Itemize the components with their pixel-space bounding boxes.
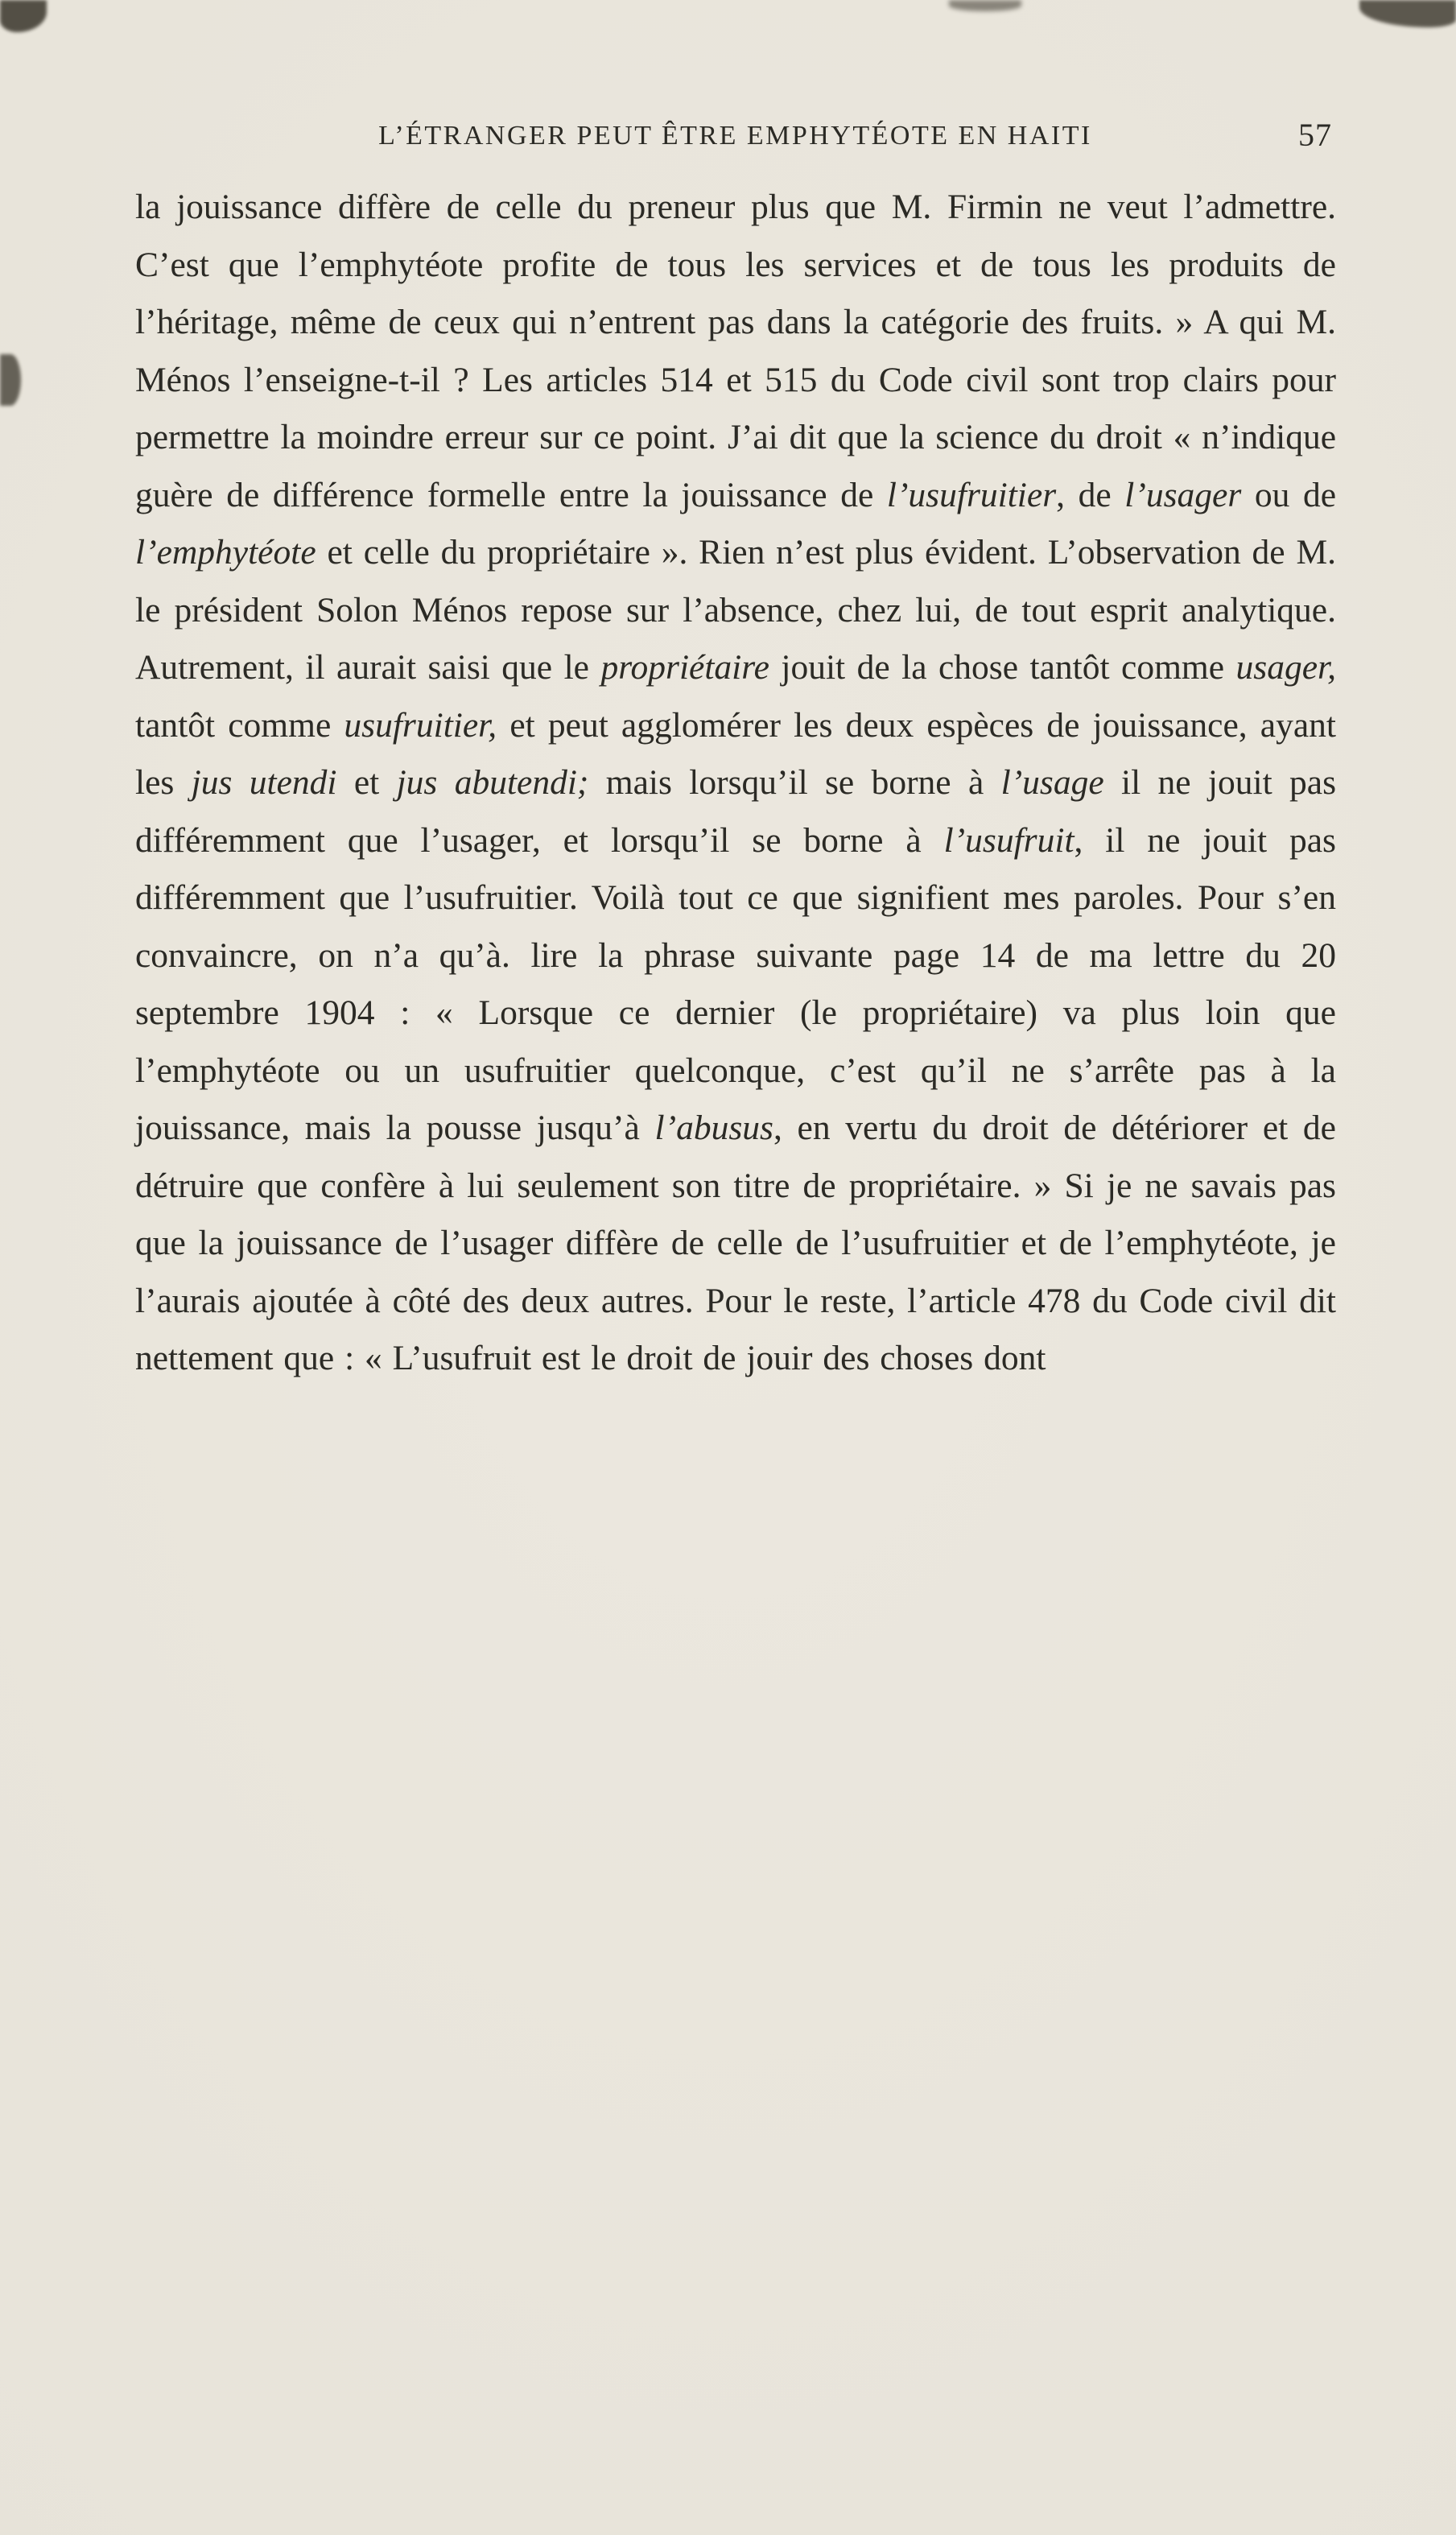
text-run: ou de bbox=[1241, 475, 1337, 514]
scan-artifact-top-left bbox=[0, 0, 47, 32]
text-run: il ne jouit pas différemment que l’usager, et lorsqu’il se borne à bbox=[135, 763, 1336, 860]
text-run: l’usager bbox=[1124, 475, 1242, 514]
page-number: 57 bbox=[1298, 117, 1332, 153]
text-run: la jouissance diffère de celle du preneur plus que M. Firmin ne veut l’admettre. C’est que l’emphytéote profite de tous les services et de tous les produits de l’héritage, même de ceux qui n’entrent pas dans la catégorie des fruits. » A qui M. Ménos l’enseigne-t-il ? Les articles 514 et 515 du Code civil sont trop clairs pour permettre la moindre erreur sur ce point. J’ai dit que la science du droit « n’indique guère de différence formelle entre la jouissance de bbox=[135, 188, 1336, 514]
text-run: l’usage bbox=[1000, 763, 1104, 802]
text-run: l’usufruit bbox=[943, 820, 1074, 860]
running-header bbox=[135, 117, 1335, 153]
text-run: l’abusus bbox=[654, 1109, 773, 1147]
text-run: propriétaire bbox=[600, 648, 769, 687]
running-title: L’ÉTRANGER PEUT ÊTRE EMPHYTÉOTE EN HAITI bbox=[378, 121, 1092, 151]
text-run: tantôt comme bbox=[135, 705, 344, 745]
text-run: , il ne jouit pas différemment que l’usufruitier. Voilà tout ce que signifient mes paroles. Pour s’en convaincre, on n’a qu’à. lire la phrase suivante page 14 de ma lettre du 20 septembre 1904 : « Lorsque ce dernier (le propriétaire) va plus loin que l’emphytéote ou un usufruitier quelconque, c’est qu’il ne s’arrête pas à la jouissance, mais la pousse jusqu’à bbox=[135, 820, 1336, 1147]
text-run: jus abutendi; bbox=[396, 763, 589, 802]
text-run: , de bbox=[1056, 475, 1125, 514]
text-run: et bbox=[336, 763, 397, 802]
text-run: jus utendi bbox=[191, 763, 337, 802]
scan-artifact-left-edge bbox=[0, 354, 21, 406]
text-run: usufruitier, bbox=[344, 705, 497, 745]
text-run: usager, bbox=[1235, 648, 1336, 687]
text-run: l’emphytéote bbox=[135, 533, 316, 572]
scan-artifact-top-right bbox=[1359, 0, 1456, 27]
text-run: et celle du propriétaire ». Rien n’est plus évident. L’observation de M. le président Solon Ménos repose sur l’absence, chez lui, de tout esprit analytique. Autrement, il aurait saisi que le bbox=[135, 533, 1336, 687]
body-text bbox=[135, 179, 1336, 1388]
text-run: mais lorsqu’il se borne à bbox=[588, 763, 1001, 802]
scan-artifact-top-notch bbox=[949, 0, 1021, 11]
text-run: l’usufruitier bbox=[886, 475, 1057, 514]
text-run: jouit de la chose tantôt comme bbox=[769, 648, 1236, 687]
text-run: et peut agglomérer les deux espèces de jouissance, ayant les bbox=[135, 705, 1336, 802]
text-run: , en vertu du droit de détériorer et de détruire que confère à lui seulement son titre de propriétaire. » Si je ne savais pas que la jouissance de l’usager diffère de celle de l’usufruitier et de l’emphytéote, je l’aurais ajoutée à côté des deux autres. Pour le reste, l’article 478 du Code civil dit nettement que : « L’usufruit est le droit de jouir des choses dont bbox=[135, 1109, 1336, 1377]
